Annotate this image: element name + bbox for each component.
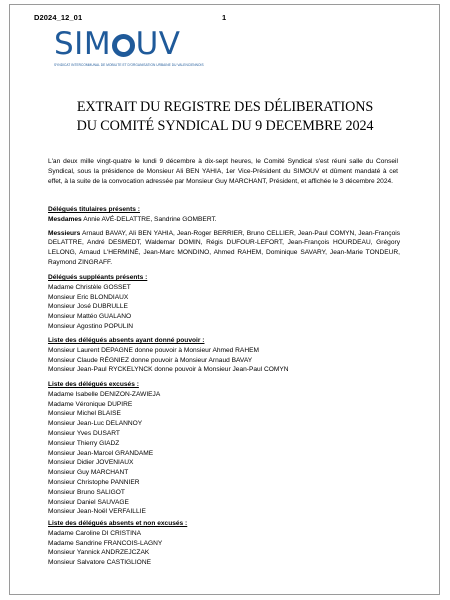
messieurs-names: Arnaud BAVAY, Ali BEN YAHIA, Jean-Roger BERRIER, Bruno CELLIER, Jean-Paul COMYN, Jean-François DELATTRE, André DESMEDT, Waldemar DOMIN, Régis DUFOUR-LEFORT, Jean-François HOURDEAU, Grégory LELONG, Arnaud L'HERMINÉ, Jean-Marc MONDINO, Ahmed RAHEM, Dominique SAVARY, Jean-Marie TONDEUR, Raymond ZINGRAFF. [48,229,400,266]
list-item: Monsieur Christophe PANNIER [48,478,140,486]
section-suppleants [48,273,400,332]
section-excuses [48,380,400,517]
section-heading: Liste des délégués absents et non excusés : [48,520,188,527]
list-item: Monsieur Didier JOVENIAUX [48,459,134,467]
section-non-excuses [48,519,400,568]
logo-text-part2: UV [135,26,181,62]
list-item: Madame Christèle GOSSET [48,283,131,291]
mesdames-names: Annie AVÉ-DELATTRE, Sandrine GOMBERT. [83,215,217,223]
list-item: Monsieur José DUBRULLE [48,303,128,311]
intro-paragraph: L'an deux mille vingt-quatre le lundi 9 décembre à dix-sept heures, le Comité Syndical s'est réuni salle du Conseil Syndical, sous la présidence de Monsieur Ali BEN YAHIA, 1er Vice-Président du SIMOUV et dûment mandaté à cet effet, à la suite de la convocation adressée par Monsieur Guy MARCHANT, Président, et affichée le 3 décembre 2024. [48,158,398,185]
list-item: Monsieur Claude RÉGNIEZ donne pouvoir à Monsieur Arnaud BAVAY [48,356,253,364]
list-item: Monsieur Thierry GIADZ [48,439,120,447]
list-item: Monsieur Eric BLONDIAUX [48,293,129,301]
section-titulaires [48,205,400,268]
logo-subtitle: SYNDICAT INTERCOMMUNAL DE MOBILITE ET D'ORGANISATION URBAINE DU VALENCIENNOIS [54,63,204,67]
section-heading: Liste des délégués absents ayant donné pouvoir : [48,337,205,344]
section-heading: Délégués suppléants présents : [48,274,148,281]
list-item: Madame Isabelle DENIZON-ZAWIEJA [48,390,161,398]
list-item: Monsieur Mattéo GUALANO [48,313,132,321]
list-item: Monsieur Salvatore CASTIGLIONE [48,559,151,567]
list-item: Monsieur Bruno SALIGOT [48,488,125,496]
logo-o-ring-icon [112,34,135,57]
list-item: Monsieur Yannick ANDRZEJCZAK [48,549,150,557]
logo-wordmark [54,26,204,62]
list-item: Monsieur Agostino POPULIN [48,322,134,330]
list-item: Monsieur Jean-Paul RYCKELYNCK donne pouvoir à Monsieur Jean-Paul COMYN [48,366,289,374]
mesdames-label: Mesdames [48,215,82,223]
title-line-2: DU COMITÉ SYNDICAL DU 9 DECEMBRE 2024 [76,118,374,134]
messieurs-paragraph [48,229,400,268]
document-reference: D2024_12_01 [34,13,83,22]
section-pouvoirs [48,336,400,375]
list-item: Monsieur Yves DUSART [48,429,120,437]
messieurs-label: Messieurs [48,229,81,237]
list-item: Monsieur Jean-Luc DELANNOY [48,420,143,428]
list-item: Monsieur Daniel SAUVAGE [48,498,129,506]
document-title [20,98,430,136]
logo-text-part1: SIM [54,26,112,62]
simouv-logo [54,26,204,81]
section-heading: Délégués titulaires présents : [48,206,140,213]
list-item: Monsieur Guy MARCHANT [48,469,129,477]
list-item: Madame Véronique DUPIRE [48,400,133,408]
list-item: Monsieur Michel BLAISE [48,410,121,418]
list-item: Monsieur Jean-Marcel GRANDAME [48,449,154,457]
page-number: 1 [222,13,227,22]
list-item: Madame Sandrine FRANCOIS-LAGNY [48,539,163,547]
list-item: Madame Caroline DI CRISTINA [48,529,142,537]
list-item: Monsieur Jean-Noël VERFAILLIE [48,508,146,516]
list-item: Monsieur Laurent DEPAGNE donne pouvoir à Monsieur Ahmed RAHEM [48,346,259,354]
title-line-1: EXTRAIT DU REGISTRE DES DÉLIBERATIONS [76,99,374,115]
section-heading: Liste des délégués excusés : [48,381,139,388]
mesdames-line [48,215,400,225]
